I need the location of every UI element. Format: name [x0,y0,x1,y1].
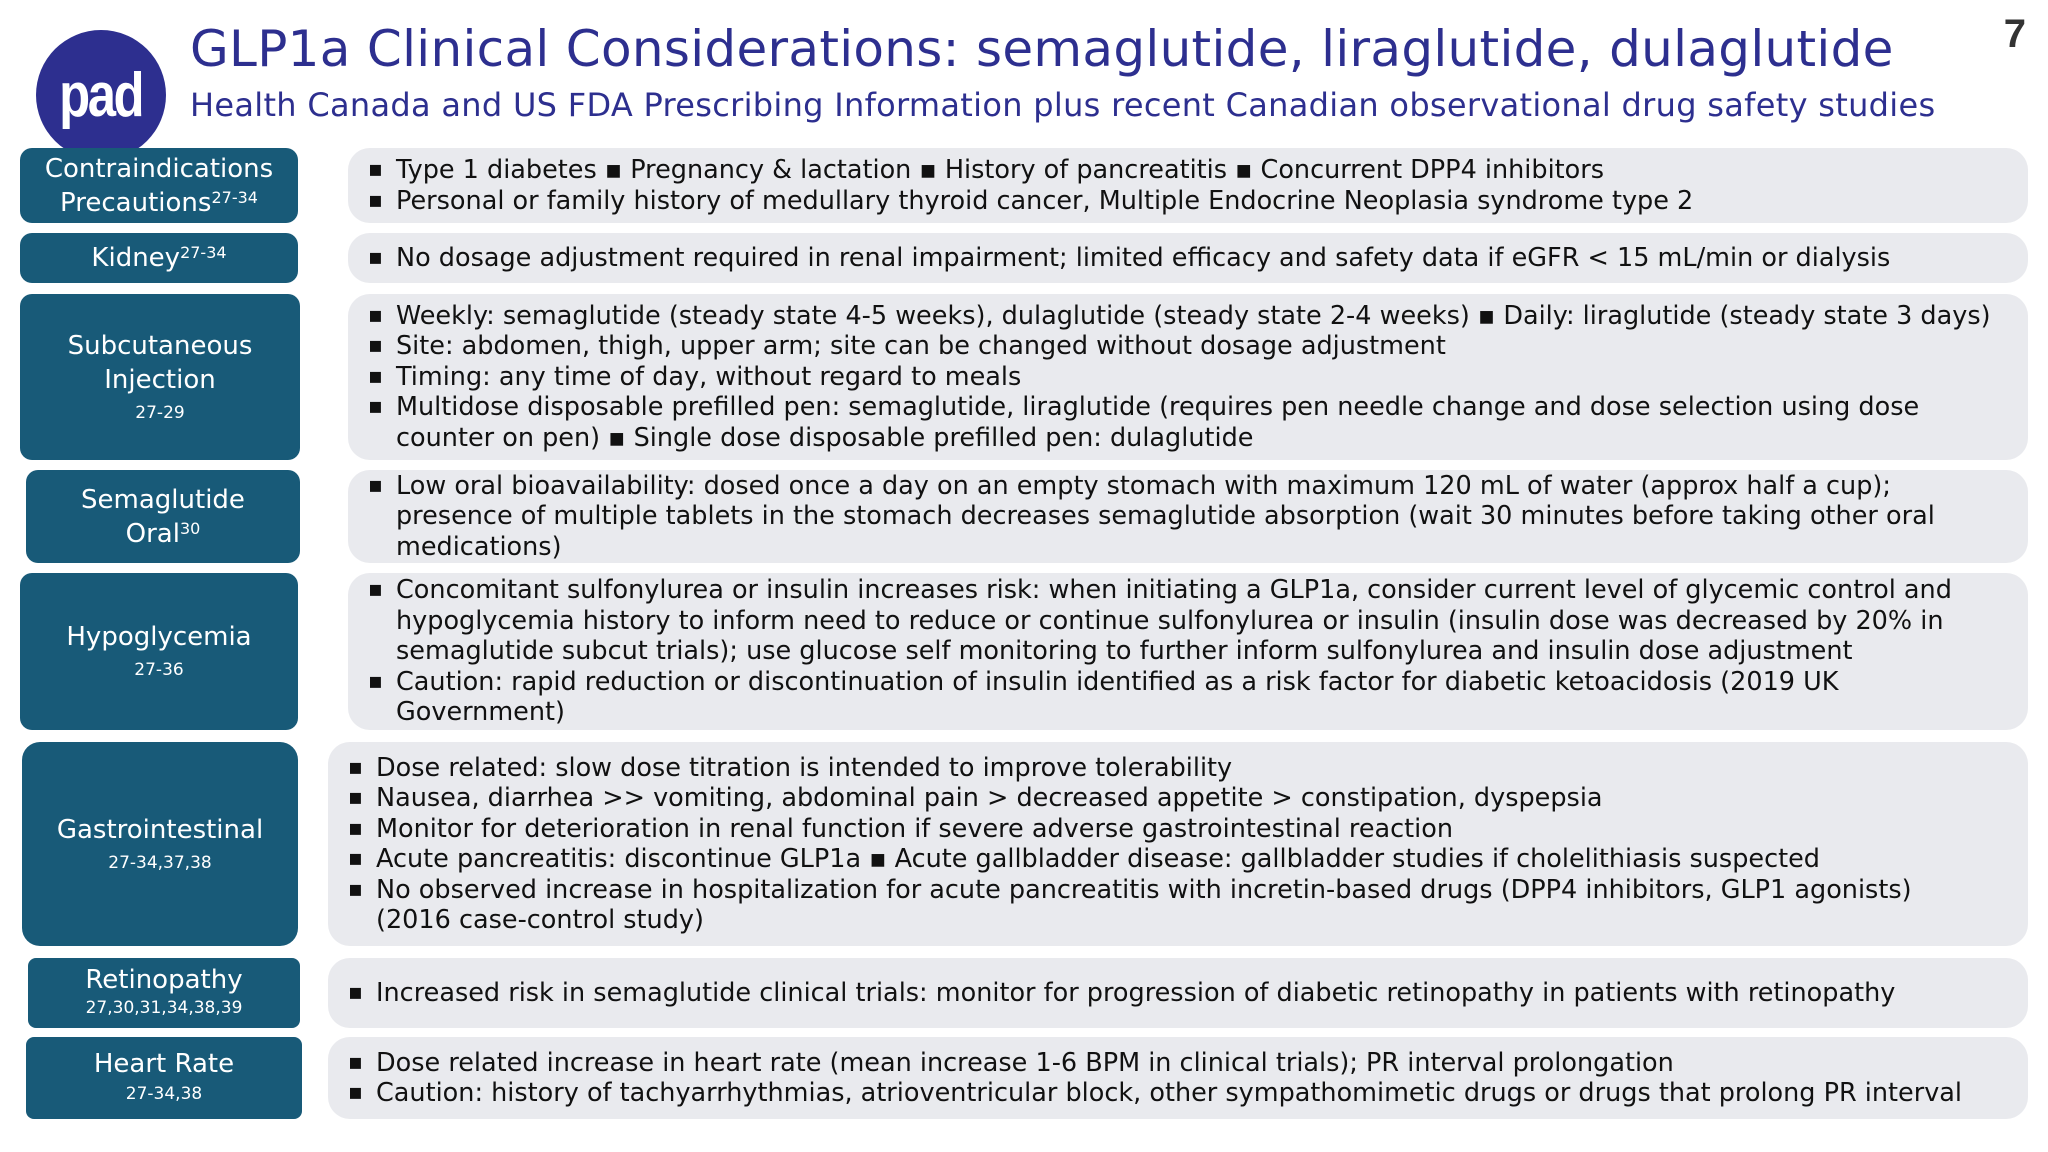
bullet-item: ▪ Nausea, diarrhea >> vomiting, abdominal pain > decreased appetite > constipation, dyspepsia [346,783,2006,814]
section-gastrointestinal [22,742,2048,946]
section-content [348,573,2028,730]
pad-logo [36,30,166,160]
bullet-item: ▪ Multidose disposable prefilled pen: semaglutide, liraglutide (requires pen needle change and dose selection using dose counter on pen) ▪ Single dose disposable prefilled pen: dulaglutide [366,392,2006,453]
section-label [26,470,300,563]
section-content [328,958,2028,1028]
section-label-text: Contraindications Precautions$^{27-34}$ [44,153,274,218]
section-ref: 27-34 [180,243,227,262]
section-ref: 27,30,31,34,38,39 [85,998,243,1018]
page-number: 7 [2003,12,2026,56]
section-label-text: Hypoglycemia [66,622,252,652]
section-content [328,742,2028,946]
section-label-text: Heart Rate [93,1049,235,1079]
section-label-text: Retinopathy [85,965,243,995]
bullet-list [346,1048,2006,1109]
section-label-text: Subcutaneous Injection [67,330,253,395]
bullet-item: ▪ Caution: history of tachyarrhythmias, atrioventricular block, other sympathomimetic drugs or drugs that prolong PR interval [346,1078,2006,1109]
bullet-list [366,301,2006,454]
bullet-list [366,471,2006,563]
section-content [328,1037,2028,1119]
page-subtitle: Health Canada and US FDA Prescribing Information plus recent Canadian observational drug safety studies [190,86,1936,124]
bullet-item: ▪ Low oral bioavailability: dosed once a day on an empty stomach with maximum 120 mL of water (approx half a cup); presence of multiple tablets in the stomach decreases semaglutide absorption (wait 30 minutes before taking other oral medications) [366,471,2006,563]
section-hypoglycemia [20,573,2048,730]
bullet-list [346,978,2006,1009]
section-label [22,742,298,946]
bullet-list [366,243,2006,274]
bullet-item: ▪ Weekly: semaglutide (steady state 4-5 weeks), dulaglutide (steady state 2-4 weeks) ▪ Daily: liraglutide (steady state 3 days) [366,301,2006,332]
bullet-item: ▪ Concomitant sulfonylurea or insulin increases risk: when initiating a GLP1a, consider current level of glycemic control and hypoglycemia history to inform need to reduce or continue sulfonylurea or insulin (insulin dose was decreased by 20% in semaglutide subcut trials); use glucose self monitoring to further inform sulfonylurea and insulin dose adjustment [366,575,2006,667]
bullet-item: ▪ Site: abdomen, thigh, upper arm; site can be changed without dosage adjustment [366,331,2006,362]
bullet-item: ▪ Monitor for deterioration in renal function if severe adverse gastrointestinal reaction [346,814,2006,845]
section-label [26,1037,302,1119]
section-ref: 27-34,37,38 [108,852,212,873]
section-label [28,958,300,1028]
section-ref: 30 [179,518,201,538]
section-label [20,573,298,730]
bullet-list [346,753,2006,936]
section-label-text: Gastrointestinal [56,814,264,845]
section-ref: 27-36 [134,660,184,680]
bullet-item: ▪ No observed increase in hospitalization for acute pancreatitis with incretin-based drugs (DPP4 inhibitors, GLP1 agonists) (2016 case-control study) [346,875,2006,936]
section-label [20,294,300,460]
bullet-list [366,155,2006,216]
section-contraindications [20,148,2048,223]
section-label [20,148,298,223]
section-semaglutide-oral [26,470,2048,563]
bullet-item: ▪ Increased risk in semaglutide clinical trials: monitor for progression of diabetic retinopathy in patients with retinopathy [346,978,2006,1009]
bullet-item: ▪ Type 1 diabetes ▪ Pregnancy & lactation ▪ History of pancreatitis ▪ Concurrent DPP4 inhibitors [366,155,2006,186]
logo-text: pad [59,60,143,130]
section-kidney [20,233,2048,283]
bullet-item: ▪ Dose related increase in heart rate (mean increase 1-6 BPM in clinical trials); PR interval prolongation [346,1048,2006,1079]
bullet-item: ▪ Dose related: slow dose titration is intended to improve tolerability [346,753,2006,784]
page-title: GLP1a Clinical Considerations: semaglutide, liraglutide, dulaglutide [190,20,1894,78]
bullet-item: ▪ No dosage adjustment required in renal impairment; limited efficacy and safety data if eGFR < 15 mL/min or dialysis [366,243,2006,274]
section-retinopathy [28,958,2048,1028]
section-ref: 27-34,38 [125,1084,203,1104]
section-heart-rate [26,1037,2048,1119]
section-content [348,148,2028,223]
section-label [20,233,298,283]
section-content [348,233,2028,283]
bullet-item: ▪ Timing: any time of day, without regard to meals [366,362,2006,393]
section-label-text: Kidney$^{27-34}$ [91,243,227,273]
section-label-text: Semaglutide Oral$^{30}$ [81,484,245,549]
section-subcutaneous-injection [20,294,2048,460]
bullet-item: ▪ Acute pancreatitis: discontinue GLP1a ▪ Acute gallbladder disease: gallbladder studies if cholelithiasis suspected [346,844,2006,875]
bullet-item: ▪ Personal or family history of medullary thyroid cancer, Multiple Endocrine Neoplasia syndrome type 2 [366,186,2006,217]
bullet-item: ▪ Caution: rapid reduction or discontinuation of insulin identified as a risk factor for diabetic ketoacidosis (2019 UK Government) [366,667,2006,728]
section-ref: 27-29 [135,402,185,423]
section-ref: 27-34 [211,187,258,207]
section-content [348,294,2028,460]
section-content [348,470,2028,563]
bullet-list [366,575,2006,728]
